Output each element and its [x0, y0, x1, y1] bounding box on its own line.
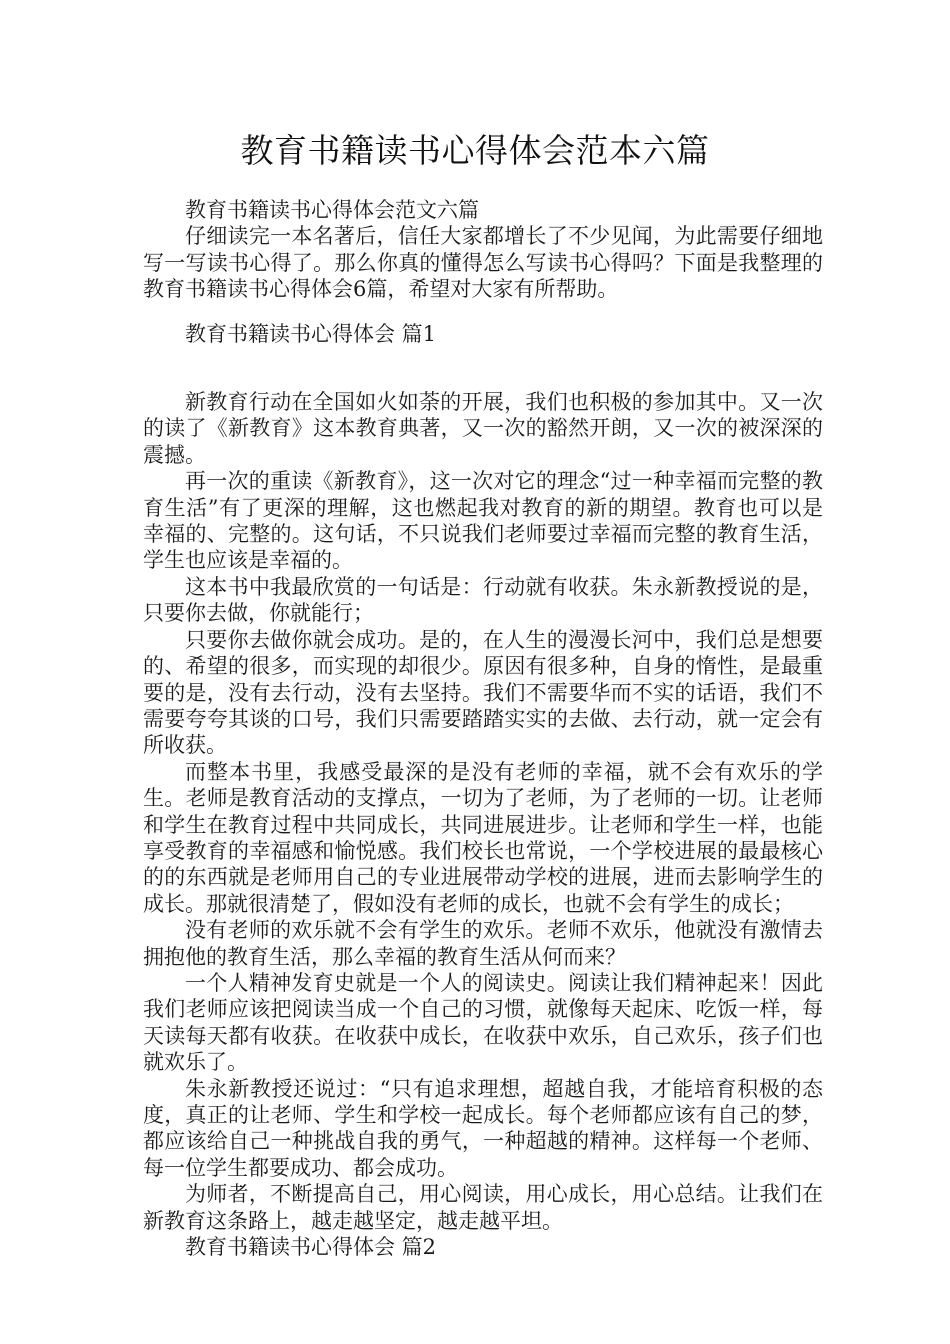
paragraph: 一个人精神发育史就是一个人的阅读史。阅读让我们精神起来！因此我们老师应该把阅读当成一个自己的习惯，就像每天起床、吃饭一样，每天读每天都有收获。在收获中成长，在收获中欢乐，自己欢乐，孩子们也就欢乐了。: [143, 970, 823, 1075]
paragraph: 新教育行动在全国如火如荼的开展，我们也积极的参加其中。又一次的读了《新教育》这本教育典著，又一次的豁然开朗，又一次的被深深的震撼。: [143, 390, 823, 467]
spacer: [143, 347, 823, 389]
paragraph: 为师者，不断提高自己，用心阅读，用心成长，用心总结。让我们在新教育这条路上，越走越坚定，越走越平坦。: [143, 1182, 823, 1233]
intro-paragraph: 仔细读完一本名著后，信任大家都增长了不少见闻，为此需要仔细地写一写读书心得了。那么你真的懂得怎么写读书心得吗？下面是我整理的教育书籍读书心得体会6篇，希望对大家有所帮助。: [143, 224, 823, 302]
spacer: [143, 303, 823, 321]
paragraph: 再一次的重读《新教育》，这一次对它的理念“过一种幸福而完整的教育生活”有了更深的理解，这也燃起我对教育的新的期望。教育也可以是幸福的、完整的。这句话，不只说我们老师要过幸福而完整的教育生活，学生也应该是幸福的。: [143, 469, 823, 573]
document-body: [143, 197, 823, 1260]
intro-subtitle: 教育书籍读书心得体会范文六篇: [185, 198, 479, 222]
paragraph: 这本书中我最欣赏的一句话是：行动就有收获。朱永新教授说的是，只要你去做，你就能行；: [143, 574, 823, 626]
document-title: 教育书籍读书心得体会范本六篇: [240, 131, 710, 170]
paragraph: 只要你去做你就会成功。是的，在人生的漫漫长河中，我们总是想要的、希望的很多，而实现的却很少。原因有很多种，自身的惰性，是最重要的是，没有去行动，没有去坚持。我们不需要华而不实的话语，我们不需要夸夸其谈的口号，我们只需要踏踏实实的去做、去行动，就一定会有所收获。: [143, 627, 823, 758]
paragraph: 而整本书里，我感受最深的是没有老师的幸福，就不会有欢乐的学生。老师是教育活动的支撑点，一切为了老师，为了老师的一切。让老师和学生在教育过程中共同成长，共同进展进步。让老师和学生一样，也能享受教育的幸福感和愉悦感。我们校长也常说，一个学校进展的最最核心的的东西就是老师用自己的专业进展带动学校的进展，进而去影响学生的成长。那就很清楚了，假如没有老师的成长，也就不会有学生的成长；: [143, 759, 823, 916]
paragraph: 没有老师的欢乐就不会有学生的欢乐。老师不欢乐，他就没有激情去拥抱他的教育生活，那么幸福的教育生活从何而来？: [143, 918, 823, 969]
section-heading-2: 教育书籍读书心得体会 篇2: [185, 1235, 437, 1260]
section-heading-1: 教育书籍读书心得体会 篇1: [185, 321, 437, 346]
paragraph: 朱永新教授还说过：“只有追求理想，超越自我，才能培育积极的态度，真正的让老师、学生和学校一起成长。每个老师都应该有自己的梦，都应该给自己一种挑战自我的勇气，一种超越的精神。这样每一个老师、每一位学生都要成功、都会成功。: [143, 1076, 823, 1180]
